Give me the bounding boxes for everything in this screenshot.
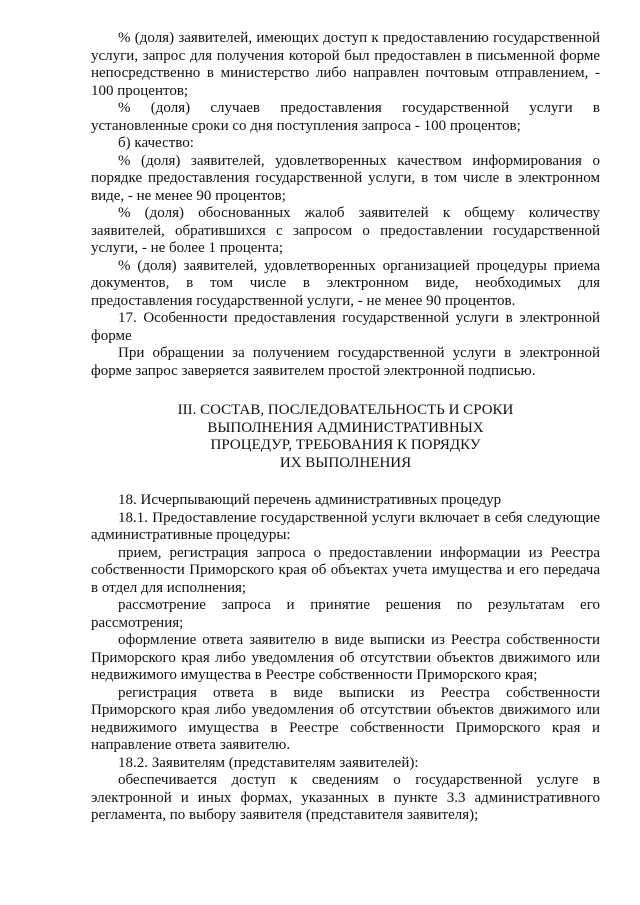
- paragraph-informing-satisfaction: % (доля) заявителей, удовлетворенных качеством информирования о порядке предоставления государственной услуги, в том числе в электронном виде, - не менее 90 процентов;: [91, 152, 600, 204]
- paragraph-review-decision: рассмотрение запроса и принятие решения по результатам его рассмотрения;: [91, 597, 600, 631]
- section-title: [91, 402, 600, 472]
- section-title-line: ВЫПОЛНЕНИЯ АДМИНИСТРАТИВНЫХ: [207, 419, 484, 436]
- paragraph-section-17-heading: 17. Особенности предоставления государственной услуги в электронной форме: [91, 310, 600, 344]
- section-title-line: ИХ ВЫПОЛНЕНИЯ: [279, 454, 412, 471]
- paragraph-access-provided: обеспечивается доступ к сведениям о государственной услуге в электронной и иных формах, указанных в пункте 3.3 административного регламента, по выбору заявителя (представителя заявителя);: [91, 772, 600, 823]
- section-title-line: ПРОЦЕДУР, ТРЕБОВАНИЯ К ПОРЯДКУ: [210, 437, 481, 453]
- paragraph-section-18-heading: 18. Исчерпывающий перечень административных процедур: [118, 492, 502, 508]
- paragraph-applicants-access-share: % (доля) заявителей, имеющих доступ к предоставлению государственной услуги, запрос для получения которой был предоставлен в письменной форме непосредственно в министерство либо направлен почтовым отправлением, - 100 процентов;: [91, 30, 600, 99]
- paragraph-18-1: 18.1. Предоставление государственной услуги включает в себя следующие административные процедуры:: [91, 509, 600, 543]
- paragraph-18-2: 18.2. Заявителям (представителям заявителей):: [118, 754, 419, 771]
- paragraph-response-registration: регистрация ответа в виде выписки из Реестра собственности Приморского края либо уведомления об отсутствии объектов движимого или недвижимого имущества в Реестре собственности Приморского края и направление ответа заявителю.: [91, 684, 600, 753]
- paragraph-quality-heading: б) качество:: [118, 135, 194, 151]
- paragraph-on-time-share: % (доля) случаев предоставления государственной услуги в установленные сроки со дня поступления запроса - 100 процентов;: [91, 100, 600, 134]
- paragraph-complaints-share: % (доля) обоснованных жалоб заявителей к общему количеству заявителей, обратившихся с запросом о предоставлении государственной услуги, - не более 1 процента;: [91, 205, 600, 256]
- section-title-line: III. СОСТАВ, ПОСЛЕДОВАТЕЛЬНОСТЬ И СРОКИ: [177, 402, 514, 418]
- paragraph-reception-registration: прием, регистрация запроса о предоставлении информации из Реестра собственности Приморского края об объектах учета имущества и его передача в отдел для исполнения;: [91, 544, 600, 596]
- paragraph-response-preparation: оформление ответа заявителю в виде выписки из Реестра собственности Приморского края либо уведомления об отсутствии объектов движимого или недвижимого имущества в Реестре собственности Приморского края;: [91, 632, 600, 683]
- paragraph-reception-satisfaction: % (доля) заявителей, удовлетворенных организацией процедуры приема документов, в том числе в электронном виде, необходимых для предоставления государственной услуги, - не менее 90 процентов.: [91, 257, 600, 309]
- paragraph-electronic-signature: При обращении за получением государственной услуги в электронной форме запрос заверяется заявителем простой электронной подписью.: [91, 345, 600, 379]
